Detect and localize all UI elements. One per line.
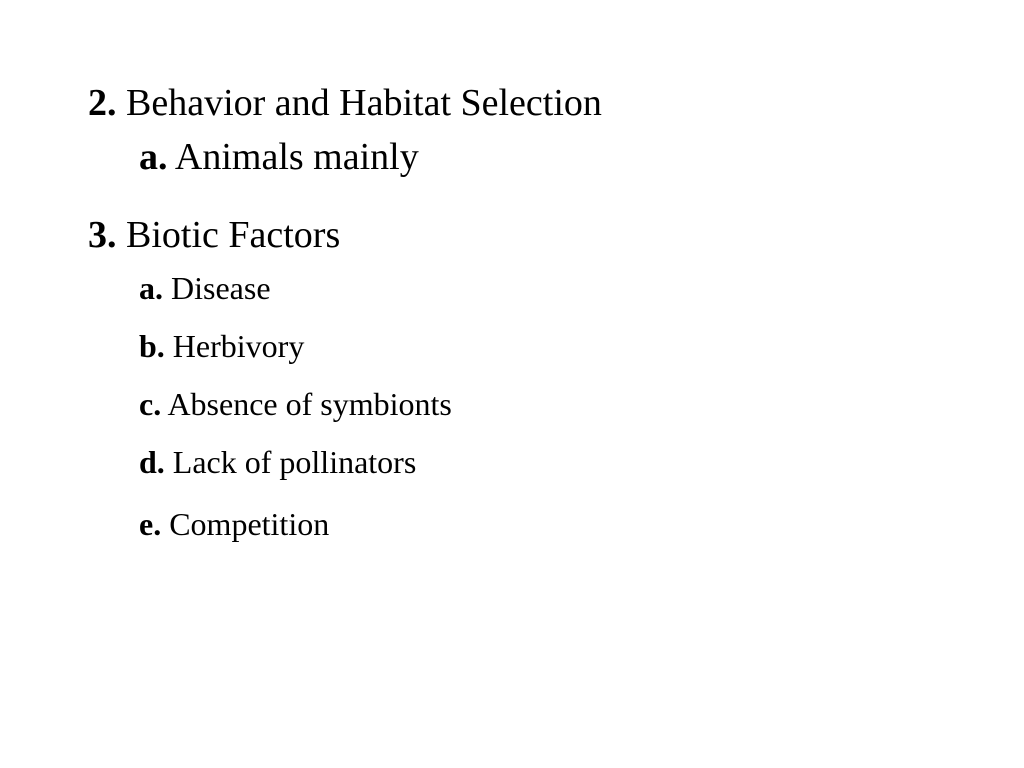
outline-item-3-text: Biotic Factors	[126, 214, 341, 256]
outline-item-3e	[139, 508, 329, 540]
outline-item-2a-letter: a.	[139, 136, 168, 178]
outline-item-2	[88, 84, 602, 122]
outline-item-3c-text: Absence of symbionts	[167, 386, 452, 422]
outline-item-3-number: 3.	[88, 214, 117, 256]
outline-item-3d-letter: d.	[139, 444, 165, 480]
outline-item-3b-letter: b.	[139, 328, 165, 364]
outline-item-3d	[139, 446, 416, 478]
outline-item-3b-text: Herbivory	[172, 328, 305, 364]
outline-item-2a-text: Animals mainly	[174, 136, 419, 178]
outline-item-3	[88, 216, 340, 254]
outline-item-3a	[139, 272, 271, 304]
outline-item-3d-text: Lack of pollinators	[172, 444, 417, 480]
outline-item-3a-text: Disease	[171, 270, 271, 306]
outline-item-3e-text: Competition	[169, 506, 330, 542]
outline-item-2-text: Behavior and Habitat Selection	[126, 82, 602, 124]
outline-item-2-number: 2.	[88, 82, 117, 124]
outline-item-3c-letter: c.	[139, 386, 162, 422]
outline-item-3e-letter: e.	[139, 506, 162, 542]
outline-item-2a	[139, 138, 419, 176]
outline-item-3c	[139, 388, 452, 420]
outline-item-3b	[139, 330, 304, 362]
outline-item-3a-letter: a.	[139, 270, 163, 306]
